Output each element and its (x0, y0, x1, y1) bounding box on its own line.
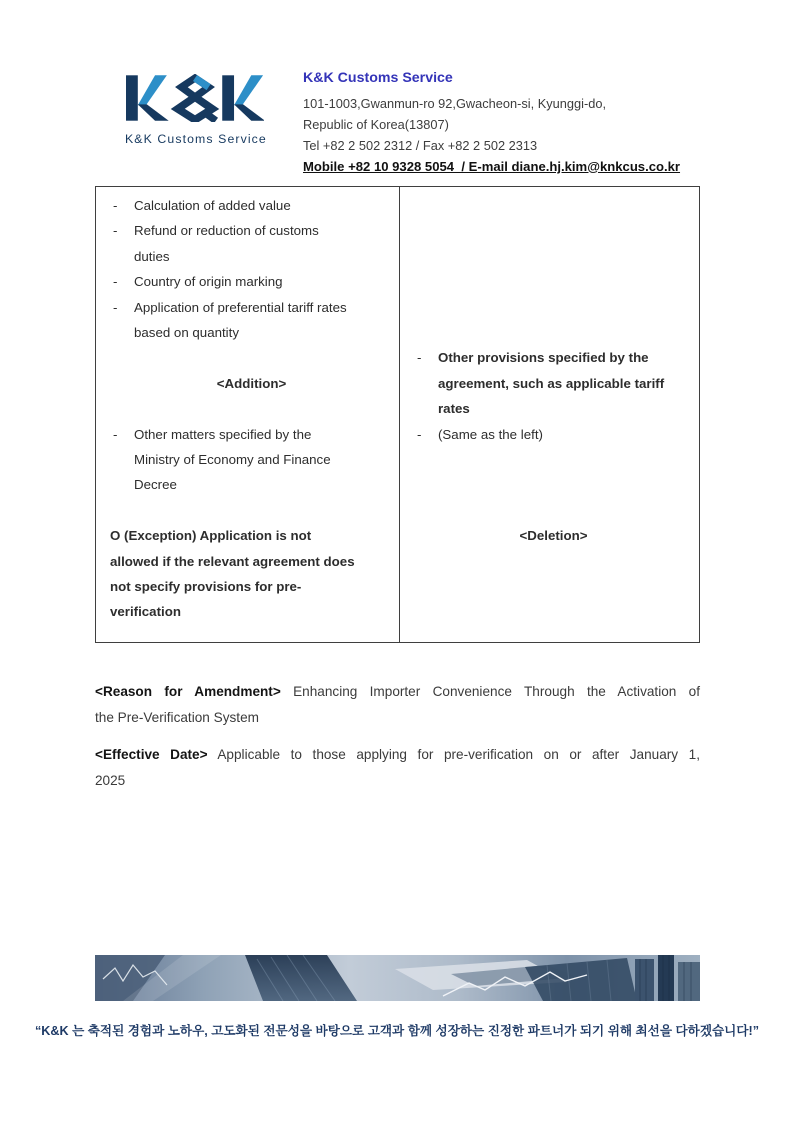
kk-logo-icon (126, 74, 264, 122)
footer-banner (95, 955, 700, 1001)
spacer (414, 193, 693, 345)
list-item (110, 218, 393, 269)
item-line: based on quantity (134, 325, 239, 341)
effective-label: <Effective Date> (95, 747, 208, 762)
exception-line: O (Exception) Application is not (110, 528, 312, 544)
list-item (110, 269, 393, 294)
blank-line (110, 345, 393, 370)
reason-paragraph (95, 679, 700, 731)
company-name: K&K Customs Service (303, 70, 453, 86)
item-line: Refund or reduction of customs (134, 223, 319, 239)
exception-line: verification (110, 604, 181, 620)
table-left-column (96, 187, 399, 642)
footer-tagline: “K&K 는 축적된 경험과 노하우, 고도화된 전문성을 바탕으로 고객과 함께 성장하는 진정한 파트너가 되기 위해 최선을 다하겠습니다!” (35, 1024, 759, 1038)
effective-line-2: 2025 (95, 773, 126, 788)
table-right-column (399, 187, 699, 642)
item-line: Decree (134, 477, 177, 493)
item-line: Application of preferential tariff rates (134, 299, 347, 315)
item-text: Calculation of added value (134, 198, 291, 213)
logo-caption: K&K Customs Service (125, 132, 267, 146)
deletion-label: <Deletion> (519, 528, 588, 544)
bullet-dash: - (417, 426, 422, 442)
addition-label: <Addition> (216, 375, 287, 391)
company-logo (125, 74, 265, 146)
list-item (110, 295, 393, 346)
blank-line (110, 498, 393, 523)
exception-line: allowed if the relevant agreement does (110, 553, 355, 569)
address-line-1: 101-1003,Gwanmun-ro 92,Gwacheon-si, Kyunggi-do, (303, 96, 607, 111)
bullet-dash: - (113, 198, 118, 213)
reason-line-2: the Pre-Verification System (95, 710, 259, 725)
mobile-email-line: Mobile +82 10 9328 5054 / E-mail diane.hj.kim@knkcus.co.kr (303, 158, 681, 174)
exception-line: not specify provisions for pre- (110, 579, 302, 595)
exception-note (110, 523, 393, 625)
list-item (110, 193, 393, 218)
bullet-dash: - (113, 299, 118, 315)
item-text (134, 295, 393, 346)
item-line: agreement, such as applicable tariff (438, 375, 665, 391)
item-text (134, 218, 393, 269)
item-text (134, 422, 393, 498)
list-item (414, 345, 693, 421)
item-line: duties (134, 248, 170, 264)
item-line: Ministry of Economy and Finance (134, 452, 331, 468)
blank-line (110, 396, 393, 421)
cityscape-banner-image (95, 955, 700, 1001)
reason-line-1 (95, 679, 700, 705)
reason-label: <Reason for Amendment> (95, 684, 281, 699)
item-line: rates (438, 401, 470, 417)
tel-fax-line: Tel +82 2 502 2312 / Fax +82 2 502 2313 (303, 138, 538, 154)
effective-paragraph (95, 742, 700, 794)
bullet-dash: - (113, 426, 118, 442)
item-line: Other provisions specified by the (438, 350, 649, 366)
bullet-dash: - (113, 223, 118, 239)
bullet-dash: - (113, 274, 118, 290)
item-text (438, 345, 693, 421)
list-item (110, 422, 393, 498)
spacer (414, 447, 693, 523)
reason-text: Enhancing Importer Convenience Through the Activation of (280, 684, 700, 699)
item-text: Country of origin marking (134, 274, 283, 290)
item-text: (Same as the left) (438, 426, 543, 442)
company-info (303, 70, 683, 174)
list-item (414, 422, 693, 447)
address-line-2: Republic of Korea(13807) (303, 117, 449, 133)
item-line: Other matters specified by the (134, 426, 312, 442)
effective-line-1 (95, 742, 700, 768)
amendment-notes (95, 679, 700, 794)
effective-text: Applicable to those applying for pre-verification on or after January 1, (207, 747, 700, 762)
bullet-dash: - (417, 350, 422, 366)
comparison-table (95, 186, 700, 643)
